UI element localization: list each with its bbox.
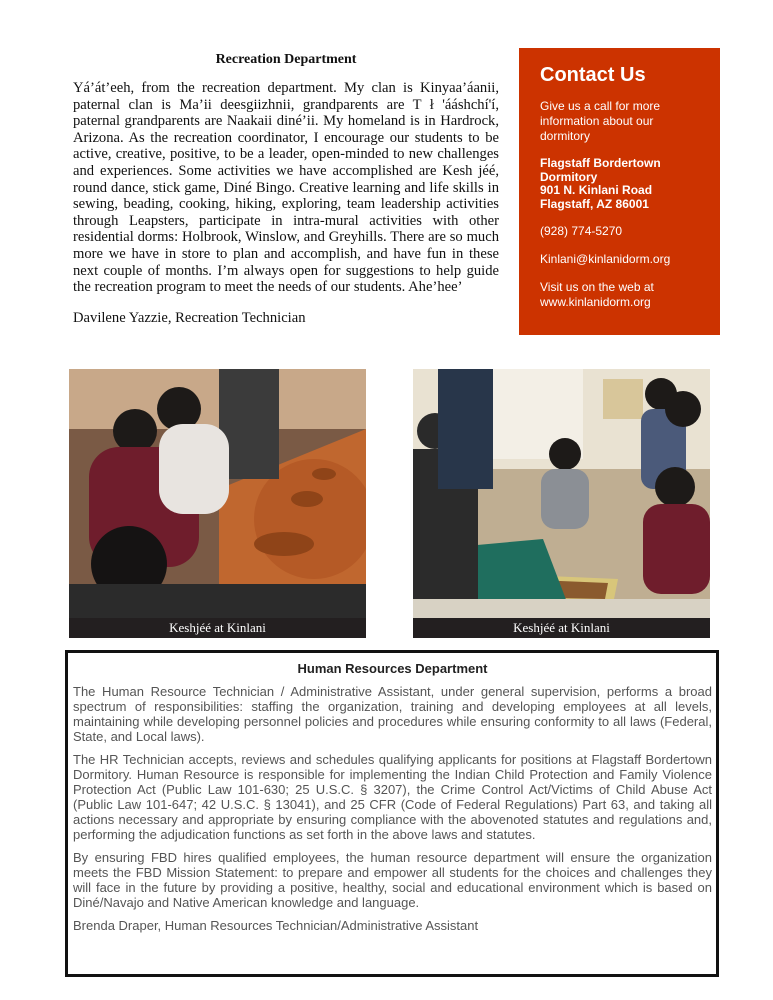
contact-box — [519, 48, 720, 335]
address-city: Flagstaff, AZ 86001 — [540, 196, 649, 211]
recreation-title: Recreation Department — [215, 52, 357, 67]
contact-web — [540, 280, 700, 310]
photo-keshjee-2-image — [413, 369, 710, 638]
web-intro: Visit us on the web at — [540, 280, 654, 294]
hr-title: Human Resources Department — [297, 661, 488, 676]
recreation-body: Yá’át’eeh, from the recreation department. My clan is Kinyaa’áanii, paternal clan is Ma’ii deesgiizhnii, grandparents are T ł 'ááshchí'í, paternal grandparents are Naakaii diné’ii. My homeland is in Hardrock, Arizona. As the recreation coordinator, I encourage our students to be active, creative, positive, to be a leader, open-minded to new challenges and experiences. Some activities we have accomplished are Kesh jéé, round dance, stick game, Diné Bingo. Creative learning and life skills in sewing, beading, cooking, hiking, exploring, team leadership activities through Leapsters, participate in intra-mural activities with other residential dorms: Holbrook, Winslow, and Greyhills. There are so much more we have in store to plan and accomplish, and have fun in these next couple of months. I’m always open for suggestions to help guide the recreation program to meet the needs of our students. Ahe’hee’ — [73, 80, 499, 296]
web-link[interactable]: www.kinlanidorm.org — [540, 295, 651, 309]
photo-caption-1: Keshjéé at Kinlani — [69, 618, 366, 638]
hr-section — [65, 650, 719, 977]
photo-keshjee-1 — [69, 369, 366, 638]
contact-email[interactable]: Kinlani@kinlanidorm.org — [540, 252, 671, 266]
contact-phone[interactable]: (928) 774-5270 — [540, 224, 623, 238]
address-name: Flagstaff Bordertown Dormitory — [540, 156, 661, 184]
hr-signature: Brenda Draper, Human Resources Technician/Administrative Assistant — [73, 918, 479, 933]
address-street: 901 N. Kinlani Road — [540, 183, 653, 197]
hr-paragraph-2: The HR Technician accepts, reviews and schedules qualifying applicants for positions at Flagstaff Bordertown Dormitory. Human Resource is responsible for implementing the Indian Child Protection and Family Violence Protection Act (Public Law 101-630; 25 U.S.C. § 3207), the Crime Control Act/Victims of Child Abuse Act (Public Law 101-647; 42 U.S.C. § 13041), and 25 CFR (Code of Federal Regulations) Part 63, and taking all actions necessary and appropriate by ensuring compliance with the abovenoted statutes and regulations and, performing the adjudication functions as set forth in the above laws and statutes. — [73, 752, 712, 842]
photo-keshjee-1-image — [69, 369, 366, 638]
recreation-article — [73, 52, 499, 326]
contact-intro: Give us a call for more information about our dormitory — [540, 99, 661, 143]
hr-paragraph-1: The Human Resource Technician / Administrative Assistant, under general supervision, performs a broad spectrum of responsibilities: staffing the organization, training and developing employees at all levels, maintaining while developing personnel policies and procedures while ensuring conformity to all laws (Federal, State, and Local laws). — [73, 684, 712, 744]
hr-paragraph-3: By ensuring FBD hires qualified employees, the human resource department will ensure the organization meets the FBD Mission Statement: to prepare and empower all students for the choices and challenges they will face in the future by providing a positive, healthy, social and educational environment which is based on Diné/Navajo and Native American knowledge and language. — [73, 850, 712, 910]
contact-title: Contact Us — [540, 64, 646, 86]
photo-caption-2: Keshjéé at Kinlani — [413, 618, 710, 638]
contact-address — [540, 157, 700, 211]
photo-keshjee-2 — [413, 369, 710, 638]
recreation-signature: Davilene Yazzie, Recreation Technician — [73, 309, 306, 326]
